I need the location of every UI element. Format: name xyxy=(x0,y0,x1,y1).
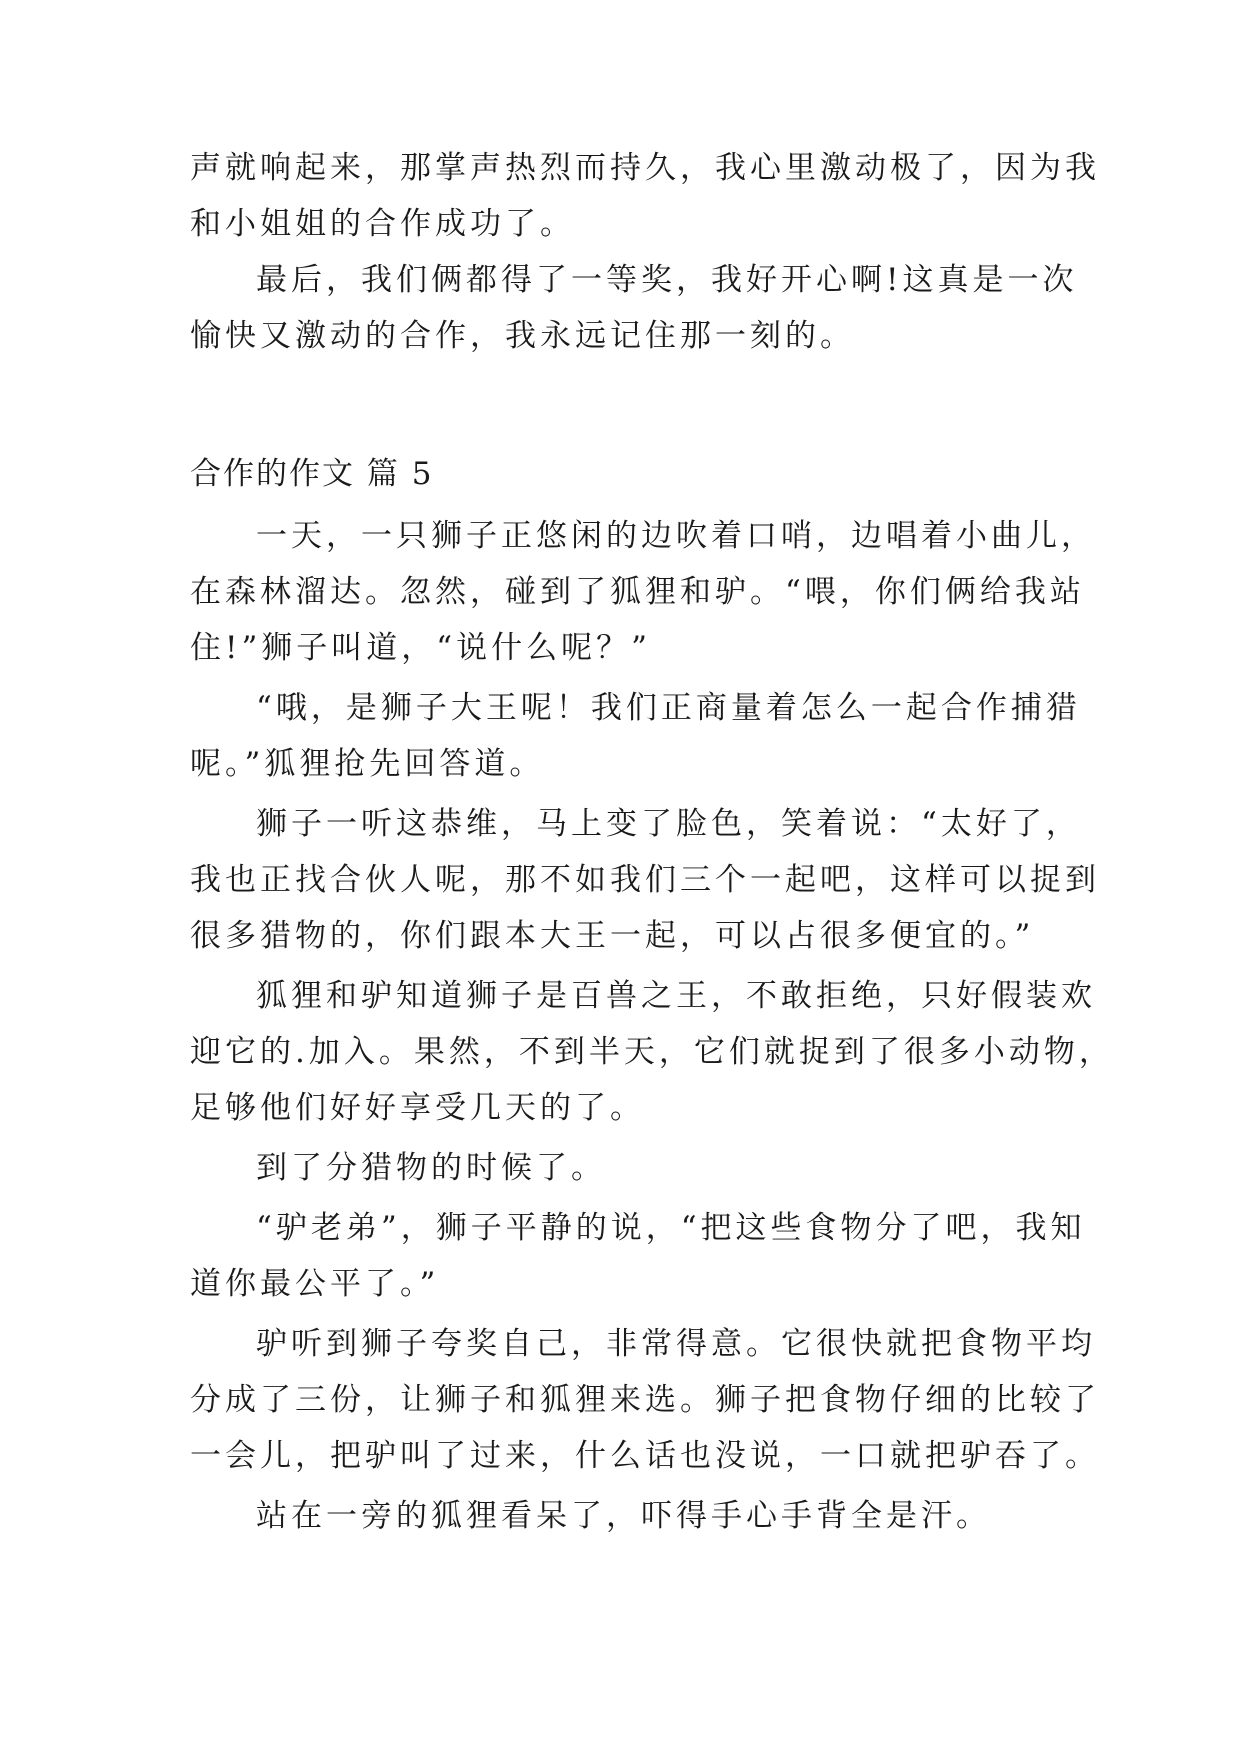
text-line: 呢。”狐狸抢先回答道。 xyxy=(190,746,545,782)
text-line: 住!”狮子叫道，“说什么呢？” xyxy=(190,630,652,666)
text-line: 一会儿，把驴叫了过来，什么话也没说，一口就把驴吞了。 xyxy=(190,1438,1100,1474)
text-line: 一天，一只狮子正悠闲的边吹着口哨，边唱着小曲儿， xyxy=(256,518,1096,554)
text-line: 声就响起来，那掌声热烈而持久，我心里激动极了，因为我 xyxy=(190,150,1100,186)
text-line: 迎它的.加入。果然，不到半天，它们就捉到了很多小动物， xyxy=(190,1034,1114,1070)
text-line: 狮子一听这恭维，马上变了脸色，笑着说：“太好了， xyxy=(256,806,1081,842)
text-line: 和小姐姐的合作成功了。 xyxy=(190,206,575,242)
text-line: 足够他们好好享受几天的了。 xyxy=(190,1090,645,1126)
text-line: 在森林溜达。忽然，碰到了狐狸和驴。“喂，你们俩给我站 xyxy=(190,574,1085,610)
text-line: 最后，我们俩都得了一等奖，我好开心啊!这真是一次 xyxy=(256,262,1078,298)
text-line: 站在一旁的狐狸看呆了，吓得手心手背全是汗。 xyxy=(256,1498,991,1534)
text-line: 很多猎物的，你们跟本大王一起，可以占很多便宜的。” xyxy=(190,918,1035,954)
text-line: 道你最公平了。” xyxy=(190,1266,440,1302)
section-heading: 合作的作文 篇 5 xyxy=(190,456,434,492)
text-line: 我也正找合伙人呢，那不如我们三个一起吧，这样可以捉到 xyxy=(190,862,1100,898)
text-line: 愉快又激动的合作，我永远记住那一刻的。 xyxy=(190,318,855,354)
text-line: 到了分猎物的时候了。 xyxy=(256,1150,606,1186)
text-line: “驴老弟”，狮子平静的说，“把这些食物分了吧，我知 xyxy=(256,1210,1086,1246)
text-line: 驴听到狮子夸奖自己，非常得意。它很快就把食物平均 xyxy=(256,1326,1096,1362)
text-line: 分成了三份，让狮子和狐狸来选。狮子把食物仔细的比较了 xyxy=(190,1382,1100,1418)
text-line: 狐狸和驴知道狮子是百兽之王，不敢拒绝，只好假装欢 xyxy=(256,978,1096,1014)
text-line: “哦，是狮子大王呢！我们正商量着怎么一起合作捕猎 xyxy=(256,690,1081,726)
